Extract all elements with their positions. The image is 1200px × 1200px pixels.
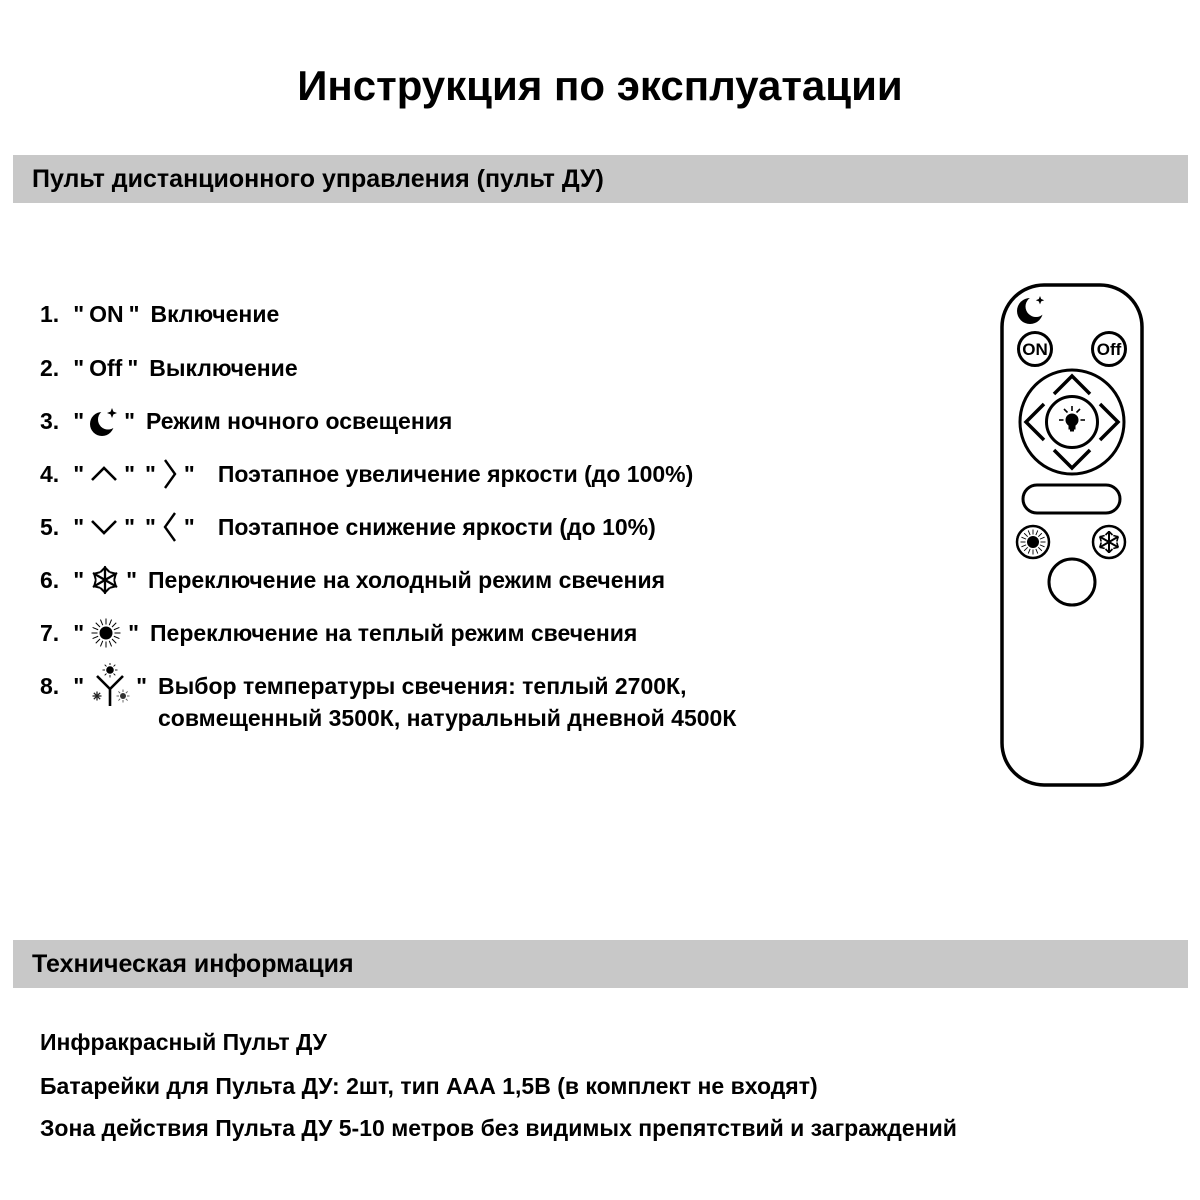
chevron-up-icon [89,464,119,484]
color-temp-selector-icon [89,663,131,709]
snowflake-icon [89,564,121,596]
list-item-brightness-up [40,458,693,490]
quote-mark: " [73,619,85,646]
item-label: Включение [150,300,280,327]
item-label: Поэтапное увеличение яркости (до 100%) [217,460,694,487]
chevron-right-icon [161,457,179,491]
quote-mark: " [183,513,195,540]
tech-info-line: Инфракрасный Пульт ДУ [40,1028,327,1055]
quote-mark: " [145,513,156,540]
quote-mark: " [128,619,139,646]
remote-illustration [1000,283,1144,787]
list-item-night-mode [40,405,452,437]
list-item-cold-mode [40,564,665,596]
quote-mark: " [73,566,85,593]
quote-mark: " [124,513,135,540]
remote-off-button [1093,333,1126,366]
remote-warm-button [1017,526,1049,558]
quote-mark: " [73,407,85,434]
list-item-color-temp [40,670,736,734]
item-number: 6. [40,566,60,593]
item-number: 3. [40,407,60,434]
svg-text:Off: Off [1096,340,1122,359]
section-heading-tech [13,940,1188,988]
quote-mark: " [127,354,139,381]
quote-mark: " [73,672,85,699]
quote-mark: " [126,566,137,593]
item-label: Переключение на теплый режим свечения [150,619,638,646]
item-label-line2: совмещенный 3500К, натуральный дневной 4500К [158,705,737,731]
quote-mark: " [124,460,135,487]
item-number: 4. [40,460,60,487]
item-label: Поэтапное снижение яркости (до 10%) [217,513,656,540]
item-number: 7. [40,619,60,646]
moon-icon [89,405,119,437]
item-label-line1: Выбор температуры свечения: теплый 2700К, [158,673,687,699]
remote-pill-button [1023,485,1120,513]
list-item-warm-mode [40,617,637,649]
page-title: Инструкция по эксплуатации [297,62,903,109]
list-item-off [40,352,298,384]
tech-info-line: Батарейки для Пульта ДУ: 2шт, тип ААА 1,5В (в комплект не входят) [40,1072,818,1099]
chevron-down-icon [89,517,119,537]
warm-sun-icon [89,616,123,650]
item-number: 1. [40,300,60,327]
chevron-left-icon [161,510,179,544]
remote-on-button [1019,333,1052,366]
warm-sun-icon [1021,530,1046,555]
tech-info-line: Зона действия Пульта ДУ 5-10 метров без видимых препятствий и заграждений [40,1114,957,1141]
item-number: 2. [40,354,60,381]
on-button-label: ON [89,300,124,327]
remote-cold-button [1093,526,1125,558]
list-item-on [40,298,279,330]
quote-mark: " [183,460,195,487]
section-heading-remote [13,155,1188,203]
quote-mark: " [136,672,147,699]
quote-mark: " [124,407,135,434]
list-item-brightness-down [40,511,656,543]
quote-mark: " [73,354,85,381]
quote-mark: " [145,460,156,487]
quote-mark: " [128,300,140,327]
item-number: 5. [40,513,60,540]
item-label: Выключение [149,354,298,381]
svg-text:ON: ON [1022,340,1048,359]
quote-mark: " [73,300,85,327]
off-button-label: Off [89,354,123,381]
remote-bottom-button [1049,559,1095,605]
item-label: Режим ночного освещения [146,407,453,434]
section-heading-tech-label: Техническая информация [32,950,354,978]
item-label: Переключение на холодный режим свечения [148,566,666,593]
quote-mark: " [73,460,85,487]
item-number: 8. [40,672,60,699]
quote-mark: " [73,513,85,540]
section-heading-remote-label: Пульт дистанционного управления (пульт ДУ) [32,165,604,193]
